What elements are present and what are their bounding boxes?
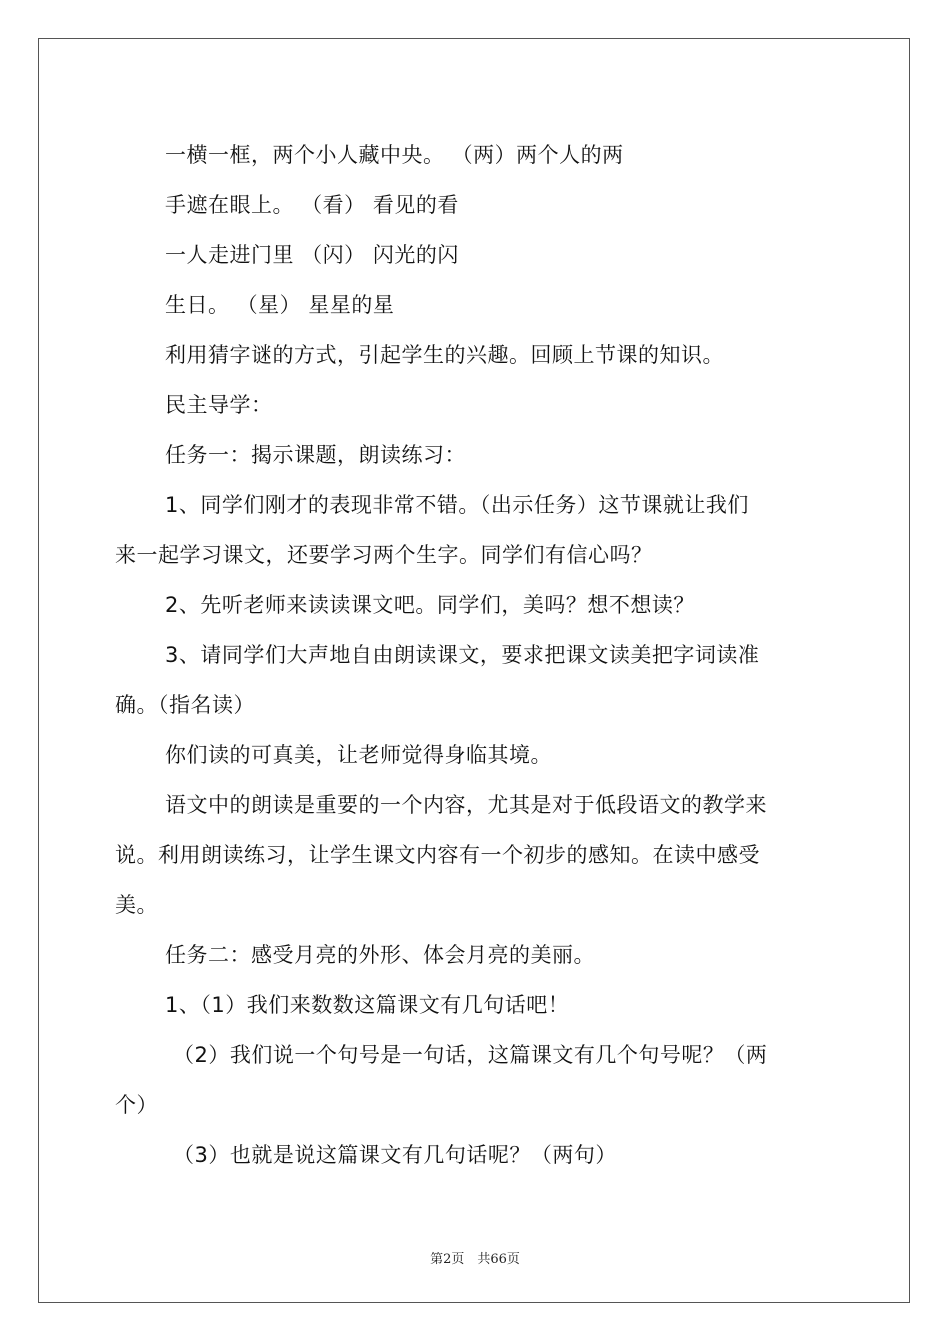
text-line: 任务二：感受月亮的外形、体会月亮的美丽。 [165,943,595,967]
text-line: 美。 [115,893,158,917]
text-line: （3）也就是说这篇课文有几句话呢？（两句） [173,1143,617,1167]
text-line: 个） [115,1093,158,1117]
text-line: 语文中的朗读是重要的一个内容，尤其是对于低段语文的教学来 [165,793,767,817]
text-line: 一横一框，两个小人藏中央。 （两）两个人的两 [165,143,624,167]
text-line: 利用猜字谜的方式，引起学生的兴趣。回顾上节课的知识。 [165,343,724,367]
text-line: 1、同学们刚才的表现非常不错。（出示任务）这节课就让我们 [165,493,749,517]
text-line: 1、（1）我们来数数这篇课文有几句话吧！ [165,993,570,1017]
text-line: 一人走进门里 （闪） 闪光的闪 [165,243,459,267]
text-line: 生日。 （星） 星星的星 [165,293,395,317]
text-line: 说。利用朗读练习，让学生课文内容有一个初步的感知。在读中感受 [115,843,760,867]
page-number-footer: 第2页 共66页 [430,1252,520,1267]
text-line: 3、请同学们大声地自由朗读课文，要求把课文读美把字词读准 [165,643,760,667]
text-line: 任务一：揭示课题，朗读练习： [165,443,466,467]
text-line: 手遮在眼上。 （看） 看见的看 [165,193,459,217]
document-body [115,130,835,1180]
text-line: 来一起学习课文，还要学习两个生字。同学们有信心吗？ [115,543,653,567]
text-line: 民主导学： [165,393,273,417]
text-line: 2、先听老师来读读课文吧。同学们，美吗？想不想读？ [165,593,695,617]
text-line: 你们读的可真美，让老师觉得身临其境。 [165,743,552,767]
text-line: （2）我们说一个句号是一句话，这篇课文有几个句号呢？（两 [173,1043,768,1067]
text-line: 确。（指名读） [115,693,255,717]
